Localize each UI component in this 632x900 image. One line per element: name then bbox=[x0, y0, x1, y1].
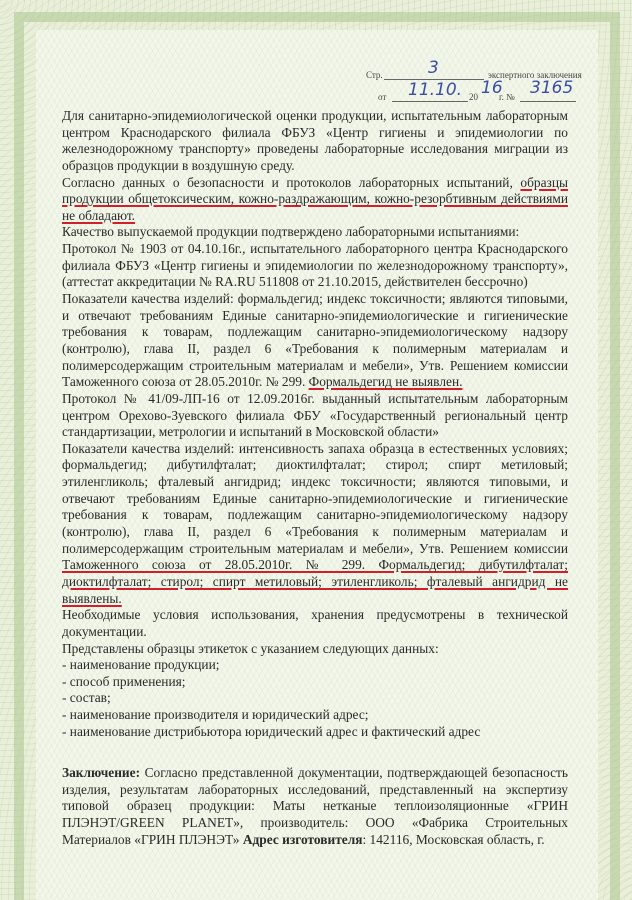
year-prefix: 20 bbox=[469, 92, 478, 102]
text-line: Качество выпускаемой продукции подтверждено лабораторными испытаниями: bbox=[62, 224, 520, 240]
text-line: Протокол № 1903 от 04.10.16г., испытательного лабораторного центра Краснодарского bbox=[62, 241, 568, 257]
text-line: полимерсодержащим строительным материалам и мебели», Утв. Решением комиссии bbox=[62, 540, 568, 556]
bold-text: Заключение: bbox=[62, 765, 141, 780]
text-line bbox=[62, 832, 568, 849]
text-segment: Согласно представленной документации, подтверждающей безопасность bbox=[140, 765, 568, 780]
text-line: типовой образец продукции: Маты нетканые теплоизоляционные «ГРИН bbox=[62, 798, 568, 814]
text-line: и отвечают требованиям Единые санитарно-эпидемиологические и гигиенические bbox=[62, 307, 568, 323]
text-segment: Таможенного союза от 28.05.2010г. № 299. bbox=[62, 374, 309, 390]
text-line: отвечают требованиям Единые санитарно-эпидемиологические и гигиенические bbox=[62, 490, 568, 506]
text-line bbox=[62, 591, 568, 608]
text-line: (аттестат аккредитации № RA.RU 511808 от 21.10.2015, действителен бессрочно) bbox=[62, 274, 528, 290]
text-line: стандартизации, метрологии и испытаний в Московской области» bbox=[62, 424, 439, 440]
text-line: - наименование продукции; bbox=[62, 657, 220, 673]
text-line: требования к товарам, подлежащим санитарно-эпидемиологическому надзору bbox=[62, 324, 568, 340]
text-line: железнодорожному транспорту» проведены лабораторные исследования миграции из bbox=[62, 141, 568, 157]
underlined-text: продукции общетоксическим, кожно-раздражающим, кожно-резорбтивным действиями bbox=[62, 191, 568, 207]
text-line bbox=[62, 191, 568, 208]
text-line: (контролю), глава II, раздел 6 «Требования к полимерным материалам и bbox=[62, 524, 568, 540]
text-segment: : 142116, Московская область, г. bbox=[362, 831, 545, 847]
underlined-text: не обладают. bbox=[62, 207, 136, 223]
paragraph bbox=[62, 641, 568, 658]
text-line: - способ применения; bbox=[62, 673, 186, 689]
paragraph bbox=[62, 707, 568, 724]
text-line bbox=[62, 374, 568, 391]
text-segment: Согласно данных о безопасности и протоколов лабораторных испытаний, bbox=[62, 174, 521, 190]
underlined-text: Таможенного союза от 28.05.2010г. № 299. Формальдегид; дибутилфталат; bbox=[62, 557, 568, 573]
text-line: требования к товарам, подлежащим санитарно-эпидемиологическому надзору bbox=[62, 507, 568, 523]
text-line: полимерсодержащим строительным материалам и мебели», Утв. Решением комиссии bbox=[62, 357, 568, 373]
text-line: - состав; bbox=[62, 690, 111, 706]
text-line: центром Орехово-Зуевского филиала ФБУ «Государственный региональный центр bbox=[62, 407, 568, 423]
text-line: Необходимые условия использования, хранения предусмотрены в технической bbox=[62, 607, 568, 623]
text-line: формальдегид; дибутилфталат; диоктилфталат; стирол; спирт метиловый; bbox=[62, 457, 568, 473]
paragraph bbox=[62, 291, 568, 391]
text-line bbox=[62, 574, 568, 591]
paragraph bbox=[62, 690, 568, 707]
underlined-text: Формальдегид не выявлен. bbox=[308, 374, 463, 390]
text-line: Протокол № 41/09-ЛП-16 от 12.09.2016г. выданный испытательным лабораторным bbox=[62, 390, 568, 406]
text-line bbox=[62, 765, 568, 782]
text-line: центром Краснодарского филиала ФБУЗ «Центр гигиены и эпидемиологии по bbox=[62, 124, 568, 140]
underlined-text: диоктилфталат; стирол; спирт метиловый; этиленгликоль; фталевый ангидрид не bbox=[62, 573, 568, 589]
page-number: 3 bbox=[428, 58, 439, 78]
paragraph bbox=[62, 108, 568, 175]
paragraph bbox=[62, 765, 568, 848]
paragraph bbox=[62, 391, 568, 441]
number-label: г. № bbox=[499, 92, 515, 102]
paragraph bbox=[62, 724, 568, 741]
text-line: изделия, результатам лабораторных исследований, представленный на экспертизу bbox=[62, 781, 568, 797]
date-value: 11.10. bbox=[408, 80, 463, 100]
date-line bbox=[392, 101, 468, 102]
text-line bbox=[62, 208, 568, 225]
text-line: Показатели качества изделий: интенсивность запаха образца в естественных условиях; bbox=[62, 440, 568, 456]
paragraph bbox=[62, 674, 568, 691]
text-line bbox=[62, 175, 568, 192]
paragraph bbox=[62, 607, 568, 640]
paragraph bbox=[62, 657, 568, 674]
text-line: филиала ФБУЗ «Центр гигиены и эпидемиологии по железнодорожному транспорту», bbox=[62, 257, 568, 273]
text-line: ПЛЭНЭТ/GREEN PLANET», производитель: ООО «Фабрика Строительных bbox=[62, 814, 568, 830]
date-label: от bbox=[378, 92, 387, 102]
text-segment: Материалов «ГРИН ПЛЭНЭТ» bbox=[62, 831, 243, 847]
number-line bbox=[520, 101, 576, 102]
text-line: документации. bbox=[62, 623, 147, 639]
paragraph bbox=[62, 241, 568, 291]
document-body bbox=[62, 108, 568, 740]
paragraph bbox=[62, 224, 568, 241]
text-line: образцов продукции в воздушную среду. bbox=[62, 157, 295, 173]
text-line: Представлены образцы этикеток с указанием следующих данных: bbox=[62, 640, 439, 656]
page-label: Стр. bbox=[366, 70, 383, 80]
text-line: Показатели качества изделий: формальдегид; индекс токсичности; являются типовыми, bbox=[62, 291, 568, 307]
text-line: (контролю), глава II, раздел 6 «Требования к полимерным материалам и bbox=[62, 340, 568, 356]
underlined-text: образцы bbox=[520, 174, 568, 190]
year-value: 16 bbox=[481, 78, 503, 98]
paragraph bbox=[62, 175, 568, 225]
bold-text: Адрес изготовителя bbox=[242, 831, 363, 847]
conclusion-section bbox=[62, 765, 568, 848]
text-line: - наименование дистрибьютора юридический адрес и фактический адрес bbox=[62, 723, 481, 739]
text-line: - наименование производителя и юридический адрес; bbox=[62, 707, 369, 723]
paragraph bbox=[62, 441, 568, 607]
text-line: этиленгликоль; фталевый ангидрид; индекс токсичности; являются типовыми, и bbox=[62, 474, 568, 490]
text-line: Для санитарно-эпидемиологической оценки продукции, испытательным лабораторным bbox=[62, 108, 568, 123]
document-number: 3165 bbox=[530, 78, 574, 98]
underlined-text: выявлены. bbox=[62, 590, 122, 606]
document-label: экспертного заключения bbox=[488, 70, 582, 80]
text-line bbox=[62, 557, 568, 574]
